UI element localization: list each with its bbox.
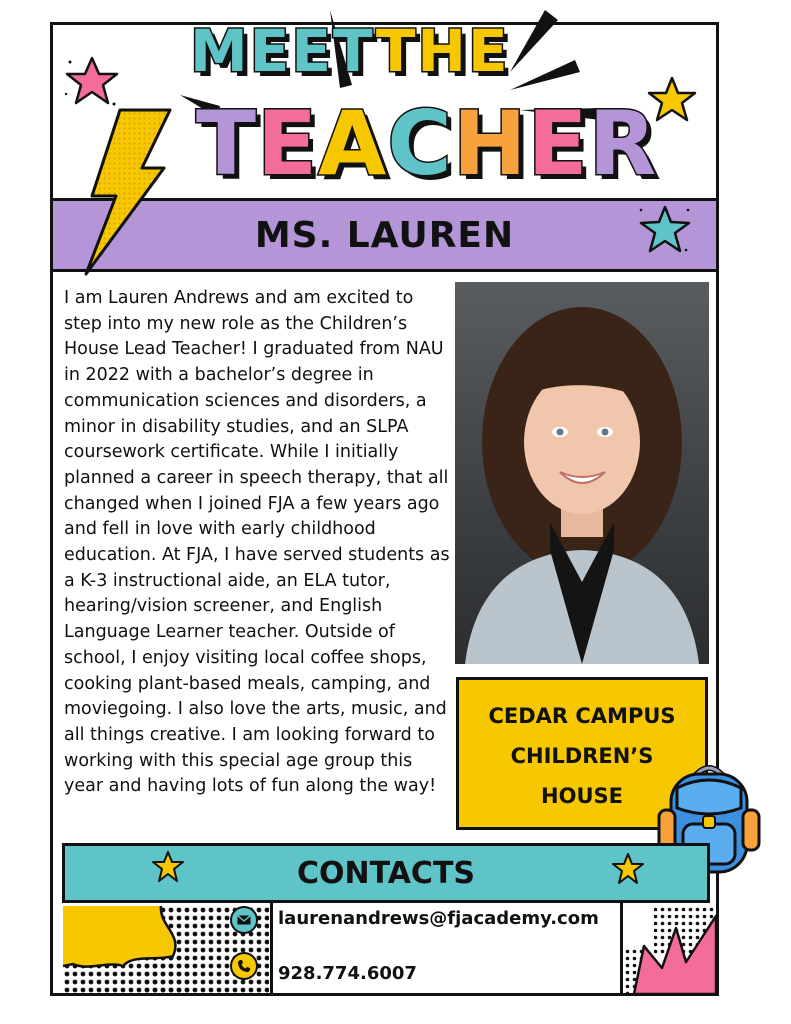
teal-star-icon — [636, 204, 694, 256]
email-link[interactable]: laurenandrews@fjacademy.com — [278, 908, 599, 929]
yellow-star-icon — [150, 850, 186, 884]
portrait-illustration — [455, 282, 709, 664]
yellow-star-icon — [610, 852, 646, 886]
lightning-bolt-icon — [72, 106, 172, 276]
phone-number[interactable]: 928.774.6007 — [278, 963, 417, 984]
title-line-2 — [196, 92, 658, 195]
campus-line-3: HOUSE — [541, 784, 623, 808]
bio-paragraph: I am Lauren Andrews and am excited to step into my new role as the Children’s House Lead Teacher! I graduated from NAU in 2022 with a bachelor’s degree in communication sciences and disorders, a minor in disability studies, and an SLPA coursework certificate. While I initially planned a career in speech therapy, that all changed when I joined FJA a few years ago and fell in love with early childhood education. At FJA, I have served students as a K-3 instructional aide, an ELA tutor, hearing/vision screener, and English Language Learner teacher. Outside of school, I enjoy visiting local coffee shops, cooking plant-based meals, camping, and moviegoing. I also love the arts, music, and all things creative. I am looking forward to working with this special age group this year and having lots of fun along the way! — [64, 288, 450, 797]
envelope-icon — [230, 906, 258, 934]
pink-star-icon — [62, 54, 122, 110]
title-letter: C — [387, 92, 453, 195]
title-letter: T — [196, 92, 258, 195]
title-letter: E — [257, 92, 319, 195]
comic-burst-right — [624, 906, 716, 994]
campus-line-1: CEDAR CAMPUS — [488, 704, 676, 728]
title-letter: R — [588, 92, 658, 195]
title-letter: A — [318, 92, 388, 195]
title-the: THE — [375, 17, 510, 85]
yellow-star-icon — [645, 75, 699, 125]
title-letter: H — [452, 92, 528, 195]
contacts-heading: CONTACTS — [296, 856, 476, 891]
title-meet: MEET — [190, 17, 376, 85]
title-letter: E — [527, 92, 589, 195]
divider — [620, 903, 623, 996]
teacher-photo — [455, 282, 709, 664]
teacher-name: MS. LAUREN — [254, 215, 515, 256]
divider — [270, 903, 273, 996]
phone-icon — [230, 952, 258, 980]
campus-line-2: CHILDREN’S — [510, 744, 654, 768]
title-line-1 — [190, 17, 510, 85]
